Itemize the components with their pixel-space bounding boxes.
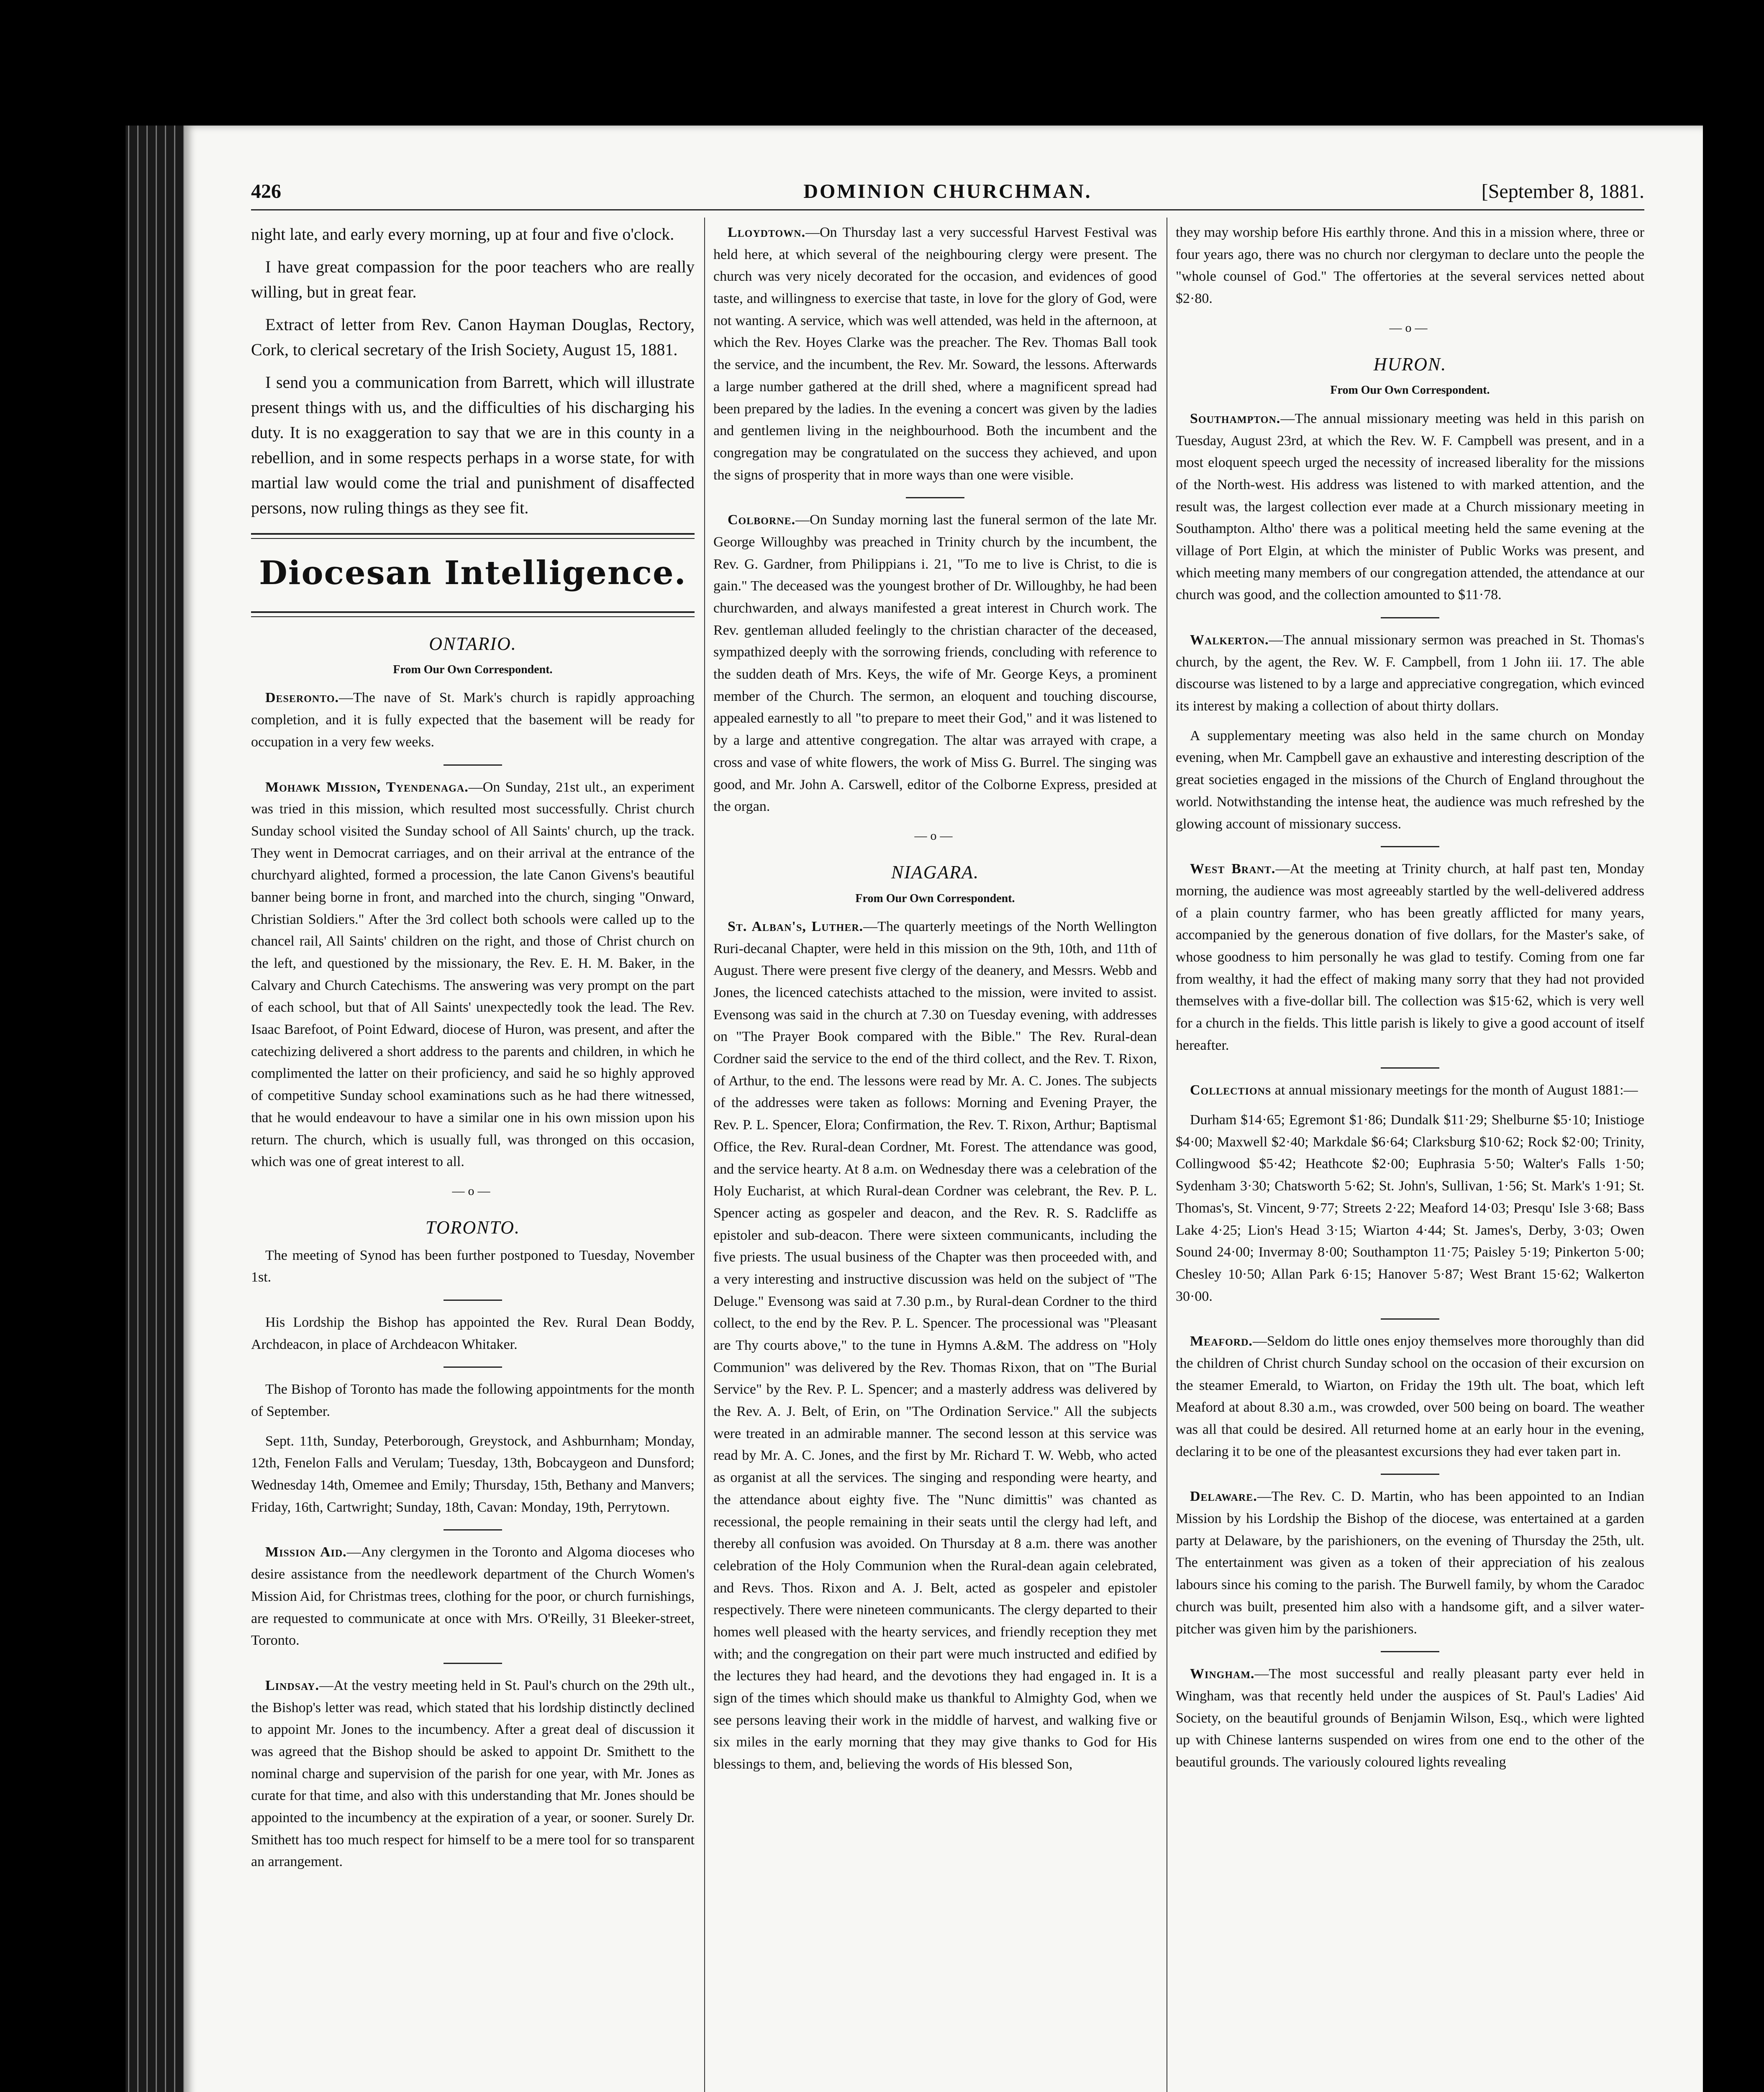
separator-ornament: —o— <box>1389 320 1431 335</box>
diocese-heading: NIAGARA. <box>891 862 979 883</box>
place-heading: Wingham. <box>1190 1666 1255 1682</box>
section-masthead: Diocesan Intelligence. <box>259 554 687 592</box>
newspaper-page <box>184 126 1703 2092</box>
place-heading: Lloydtown. <box>728 225 806 240</box>
article <box>713 222 1157 486</box>
place-heading: Mission Aid. <box>265 1544 347 1560</box>
article-text: —The nave of St. Mark's church is rapidly approaching completion, and it is fully expected that the basement will be ready for occupation in a very few weeks. <box>251 690 695 750</box>
page-number: 426 <box>251 180 281 203</box>
article-text: —On Sunday morning last the funeral sermon of the late Mr. George Willoughby was preached in Trinity church by the incumbent, the Rev. G. Gardner, from Philippians i. 21, "To me to live is Christ, to die is gain." The deceased was the youngest brother of Dr. Willoughby, he had been churchwarden, and always manifested a great interest in Church work. The Rev. gentleman alluded feelingly to the christian character of the deceased, sympathized deeply with the sorrowing friends, concluding with reference to the sudden death of Mrs. Keys, the wife of Mr. George Keys, a prominent member of the Church. The sermon, an eloquent and touching discourse, appealed earnestly to all "to prepare to meet their God," and it was listened to by a large and attentive congregation. The altar was arrayed with crape, a cross and vase of white flowers, the work of Miss G. Burrel. The singing was good, and Mr. John A. Carswell, editor of the Colborne Express, presided at the organ. <box>713 512 1157 815</box>
place-heading: Colborne. <box>728 512 796 528</box>
separator-ornament: —o— <box>452 1184 494 1198</box>
place-heading: Mohawk Mission, Tyendenaga. <box>265 779 469 795</box>
article-text: —The annual missionary sermon was preached in St. Thomas's church, by the agent, the Rev. W. F. Campbell, from 1 John iii. 17. The able discourse was listened to by a large and appreciative congregation, which evinced its interest by making a collection of about thirty dollars. <box>1176 632 1644 714</box>
separator <box>444 1529 502 1531</box>
column-rule <box>704 218 705 2092</box>
article <box>713 916 1157 1776</box>
separator <box>1381 617 1439 618</box>
article <box>1176 1486 1644 1640</box>
place-heading: St. Alban's, Luther. <box>728 918 864 934</box>
separator <box>1381 846 1439 847</box>
publication-title: DOMINION CHURCHMAN. <box>803 180 1092 203</box>
binding-gutter <box>126 126 184 2092</box>
paragraph: Sept. 11th, Sunday, Peterborough, Greystock, and Ashburnham; Monday, 12th, Fenelon Falls and Verulam; Tuesday, 13th, Bobcaygeon and Dunsford; Wednesday 14th, Omemee and Emily; Thursday, 15th, Bethany and Manvers; Friday, 16th, Cartwright; Sunday, 18th, Cavan: Monday, 19th, Perrytown. <box>251 1433 695 1515</box>
place-heading: Delaware. <box>1190 1489 1257 1505</box>
separator <box>444 1663 502 1664</box>
article-text: —The Rev. C. D. Martin, who has been appointed to an Indian Mission by his Lordship the Bishop of the diocese, was entertained at a garden party at Delaware, by the parishioners, on the evening of Thursday the 25th, ult. The entertainment was given as a token of their appreciation of his zealous labours since his coming to the parish. The Burwell family, by whom the Caradoc church was built, presented him also with a handsome gift, and a silver water-pitcher was given him by the parishioners. <box>1176 1489 1644 1637</box>
paragraph: I send you a communication from Barrett, which will illustrate present things with us, and the difficulties of his discharging his duty. It is no exaggeration to say that we are in this county in a rebellion, and in some respects perhaps in a worse state, for with martial law would come the trial and punishment of disaffected persons, now ruling things as they see fit. <box>251 373 695 517</box>
page-header <box>251 180 1644 209</box>
place-heading: Collections <box>1190 1082 1272 1098</box>
section-rule <box>251 611 695 617</box>
article-text: —At the meeting at Trinity church, at half past ten, Monday morning, the audience was most agreeably startled by the well-delivered address of a plain country farmer, who has been greatly afflicted for many years, accompanied by the generous donation of five dollars, for the Master's sake, of whose goodness to him personally he was glad to testify. Coming from one far from wealthy, it had the effect of making many sorry that they had not provided themselves with a five-dollar bill. The collection was $15·62, which is very well for a church in the fields. This little parish is likely to give a good account of itself hereafter. <box>1176 861 1644 1053</box>
diocese-heading: ONTARIO. <box>429 633 517 654</box>
byline: From Our Own Correspondent. <box>855 892 1015 905</box>
article <box>713 509 1157 818</box>
article <box>251 1541 695 1651</box>
article <box>1176 1331 1644 1463</box>
paragraph: night late, and early every morning, up at four and five o'clock. <box>251 225 674 244</box>
place-heading: West Brant. <box>1190 861 1276 877</box>
paragraph: I have great compassion for the poor teachers who are really willing, but in great fear. <box>251 257 695 301</box>
article-text: at annual missionary meetings for the month of August 1881:— <box>1271 1082 1638 1098</box>
article <box>1176 858 1644 1056</box>
separator <box>444 1300 502 1301</box>
section-rule <box>251 533 695 539</box>
separator <box>444 1366 502 1368</box>
separator <box>1381 1067 1439 1069</box>
separator <box>1381 1474 1439 1475</box>
article-text: —The annual missionary meeting was held in this parish on Tuesday, August 23rd, at which the Rev. W. F. Campbell was present, and in a most eloquent speech urged the necessity of increased liberality for the missions of the North-west. His address was listened to with marked attention, and the result was, the largest collection ever made at a Church missionary meeting in Southampton. Altho' there was a political meeting held the same evening at the village of Port Elgin, at which the minister of Public Works was present, and which meeting many members of our congregation attended, the attendance at our church was good, and the collection amounted to $11·78. <box>1176 410 1644 603</box>
header-rule <box>251 209 1644 210</box>
paragraph: His Lordship the Bishop has appointed the Rev. Rural Dean Boddy, Archdeacon, in place of Archdeacon Whitaker. <box>251 1314 695 1352</box>
place-heading: Walkerton. <box>1190 632 1269 648</box>
place-heading: Deseronto. <box>265 690 339 706</box>
column-2 <box>713 222 1157 2092</box>
article <box>251 1675 695 1873</box>
diocese-heading: TORONTO. <box>426 1217 520 1238</box>
article-text: —At the vestry meeting held in St. Paul's church on the 29th ult., the Bishop's letter was read, which stated that his lordship distinctly declined to appoint Mr. Jones to the incumbency. After a great deal of discussion it was agreed that the Bishop should be asked to appoint Dr. Smithett to the nominal charge and supervision of the parish for one year, with Mr. Jones as curate for that time, and also with this understanding that Mr. Jones should be appointed to the incumbency at the expiration of a year, or sooner. Surely Dr. Smithett has too much respect for himself to be a mere tool for so transparent an arrangement. <box>251 1677 695 1870</box>
separator <box>1381 1318 1439 1320</box>
article-text: —The quarterly meetings of the North Wellington Ruri-decanal Chapter, were held in this mission on the 9th, 10th, and 11th of August. There were present five clergy of the deanery, and Messrs. Webb and Jones, the licenced catechists attached to the mission, were invited to assist. Evensong was said in the church at 7.30 on Tuesday evening, with addresses on "The Prayer Book compared with the Bible." The Rev. Rural-dean Cordner said the service to the end of the third collect, and the Rev. T. Rixon, of Arthur, to the end. The lessons were read by Mr. A. C. Jones. The subjects of the addresses were taken as follows: Morning and Evening Prayer, the Rev. P. L. Spencer, Elora; Confirmation, the Rev. T. Rixon, Arthur; Baptismal Office, the Rev. Rural-dean Cordner, Mt. Forest. The attendance was good, and the service hearty. At 8 a.m. on Wednesday there was a celebration of the Holy Eucharist, at which Rural-dean Cordner was celebrant, the Rev. P. L. Spencer acting as gospeler and deacon, and the Rev. R. S. Radcliffe as epistoler and sub-deacon. There were sixteen communicants, including the five priests. The usual business of the Chapter was then proceeded with, and a very interesting and instructive discussion was held on the subject of "The Deluge." Evensong was said at 7.30 p.m., by Rural-dean Cordner to the third collect, to the end by the Rev. P. L. Spencer. The processional was "Pleasant are Thy courts above," to the tune in Hymns A.&M. The address on "Holy Communion" was delivered by the Rev. Thomas Rixon, that on "The Burial Service" by the Rev. P. L. Spencer; and a masterly address was delivered by the Rev. A. J. Belt, of Erin, on "The Ordination Service." All the subjects were treated in an admirable manner. The second lesson at this service was read by Mr. A. C. Jones, and the first by Mr. Richard T. W. Webb, who acted as organist at all the services. The singing and responding were hearty, and the attendance about eighty five. The "Nunc dimittis" was chanted as recessional, the people remaining in their seats until the clergy had left, and thereby all confusion was avoided. On Thursday at 8 a.m. there was another celebration of the Holy Communion when the Rural-dean again celebrated, and Revs. Thos. Rixon and A. J. Belt, acted as gospeler and epistoler respectively. There were nineteen communicants. The clergy departed to their homes well pleased with the hearty services, and friendly reception they met with; and the congregation on their part were much instructed and edified by the lectures they had heard, and the devotions they had engaged in. It is a sign of the times which should make us thankful to Almighty God, when we see persons leaving their work in the middle of harvest, and walking five or six miles in the early morning that they may give thanks to God for His blessings to them, and, believing the words of His blessed Son, <box>713 918 1157 1772</box>
article <box>251 777 695 1173</box>
issue-date: [September 8, 1881. <box>1481 180 1644 203</box>
column-3 <box>1176 222 1644 2092</box>
article-text: —On Sunday, 21st ult., an experiment was tried in this mission, which resulted most successfully. Christ church Sunday school visited the Sunday school of All Saints' church, up the track. They went in Democrat carriages, and on their arrival at the entrance of the churchyard alighted, formed a procession, the late Canon Givens's beautiful banner being borne in front, and marched into the church, singing "Onward, Christian Soldiers." After the 3rd collect both schools were called up to the chancel rail, All Saints' children on the right, and those of Christ church on the left, and questioned by the missionary, the Rev. E. H. M. Baker, in the Calvary and Church Catechisms. The answering was very prompt on the part of each school, but that of All Saints' unexpectedly took the lead. The Rev. Isaac Barefoot, of Point Edward, diocese of Huron, was present, and after the catechizing delivered a short address to the parents and children, in which he complimented the latter on their proficiency, and said he so highly approved of competitive Sunday school examinations such as he had there witnessed, that he would endeavour to have a similar one in his own mission upon his return. The church, which is usually full, was thronged on this occasion, which was one of great interest to all. <box>251 779 695 1170</box>
separator <box>906 497 964 498</box>
column-1 <box>251 222 695 2092</box>
paragraph: they may worship before His earthly throne. And this in a mission where, three or four years ago, there was no church nor clergyman to declare unto the people the "whole counsel of God." The offertories at the several services netted about $2·80. <box>1176 225 1644 307</box>
place-heading: Southampton. <box>1190 410 1281 426</box>
collections-list: Durham $14·65; Egremont $1·86; Dundalk $11·29; Shelburne $5·10; Inistioge $4·00; Maxwell $2·40; Markdale $6·64; Clarksburg $10·62; Rock $2·00; Trinity, Collingwood $5·42; Heathcote $2·00; Euphrasia 5·50; Walter's Falls 1·50; Sydenham 3·30; Chatsworth 5·62; St. John's, Sullivan, 1·56; St. Mark's 1·91; St. Thomas's, St. Vincent, 9·77; Streets 2·22; Meaford 14·03; Presqu' Isle 3·68; Bass Lake 4·25; Lion's Head 3·15; Wiarton 4·44; St. James's, Derby, 3·03; Owen Sound 24·00; Invermay 8·00; Southampton 11·75; Paisley 5·19; Pinkerton 5·00; Chesley 10·50; Allan Park 6·15; Hanover 5·87; West Brant 15·62; Walkerton 30·00. <box>1176 1112 1644 1304</box>
article <box>1176 629 1644 718</box>
place-heading: Meaford. <box>1190 1333 1253 1349</box>
article-text: —On Thursday last a very successful Harvest Festival was held here, at which several of the neighbouring clergy were present. The church was very nicely decorated for the occasion, and evidences of good taste, and willingness to exercise that taste, in love for the glory of God, were not wanting. A service, which was well attended, was held in the afternoon, at which the Rev. Hoyes Clarke was the preacher. The Rev. Thomas Ball took the service, and the incumbent, the Rev. Mr. Soward, the lessons. Afterwards a large number gathered at the drill shed, where a magnificent spread had been prepared by the ladies. In the evening a concert was given by the ladies and gentlemen living in the neighbourhood. Both the incumbent and the congregation may be congratulated on the success they achieved, and upon the signs of prosperity that in more ways than one were visible. <box>713 225 1157 483</box>
paragraph: A supplementary meeting was also held in the same church on Monday evening, when Mr. Campbell gave an exhaustive and interesting description of the great societies engaged in the missions of the Church of England throughout the world. Notwithstanding the intense heat, the audience was much refreshed by the glowing account of missionary success. <box>1176 728 1644 832</box>
paragraph: Extract of letter from Rev. Canon Hayman Douglas, Rectory, Cork, to clerical secretary of the Irish Society, August 15, 1881. <box>251 315 695 359</box>
paragraph: The Bishop of Toronto has made the following appointments for the month of September. <box>251 1382 695 1420</box>
article <box>1176 1663 1644 1773</box>
place-heading: Lindsay. <box>265 1677 319 1693</box>
article-text: —Seldom do little ones enjoy themselves more thoroughly than did the children of Christ church Sunday school on the occasion of their excursion on the steamer Emerald, to Wiarton, on Friday the 19th ult. The boat, which left Meaford at about 8.30 a.m., was crowded, over 500 being on board. The weather was all that could be desired. All returned home at an early hour in the evening, declaring it to be one of the pleasantest excursions they had ever taken part in. <box>1176 1333 1644 1459</box>
byline: From Our Own Correspondent. <box>1330 384 1490 397</box>
article-text: —The most successful and really pleasant party ever held in Wingham, was that recently held under the auspices of St. Paul's Ladies' Aid Society, on the beautiful grounds of Benjamin Wilson, Esq., which were lighted up with Chinese lanterns suspended on wires from one end to the other of the beautiful grounds. The variously coloured lights revealing <box>1176 1666 1644 1770</box>
separator-ornament: —o— <box>914 828 956 843</box>
article <box>1176 408 1644 606</box>
article-text: —Any clergymen in the Toronto and Algoma dioceses who desire assistance from the needlework department of the Church Women's Mission Aid, for Christmas trees, clothing for the poor, or church furnishings, are requested to communicate at once with Mrs. O'Reilly, 31 Bleeker-street, Toronto. <box>251 1544 695 1648</box>
byline: From Our Own Correspondent. <box>393 663 553 677</box>
article <box>1176 1079 1644 1102</box>
article <box>251 687 695 753</box>
separator <box>444 764 502 766</box>
paragraph: The meeting of Synod has been further postponed to Tuesday, November 1st. <box>251 1247 695 1285</box>
separator <box>1381 1651 1439 1652</box>
diocese-heading: HURON. <box>1373 354 1447 375</box>
